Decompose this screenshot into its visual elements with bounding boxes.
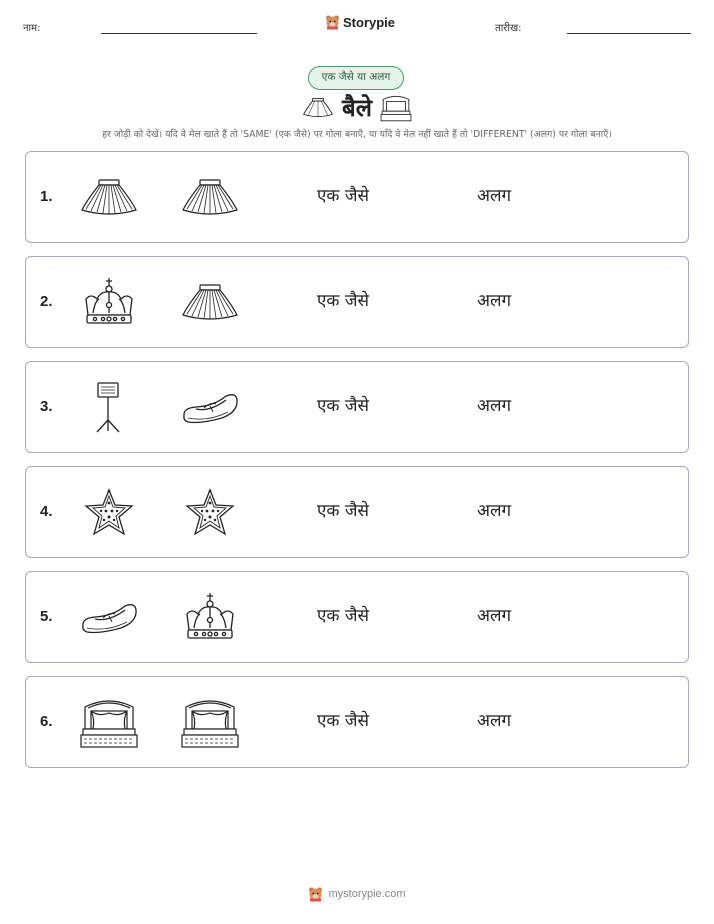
theater-stage-icon bbox=[180, 697, 240, 749]
question-number: 6. bbox=[40, 713, 53, 730]
ballet-shoe-icon bbox=[79, 592, 139, 644]
date-field[interactable] bbox=[567, 33, 691, 34]
question-card bbox=[25, 571, 689, 663]
question-card bbox=[25, 151, 689, 243]
question-number: 4. bbox=[40, 503, 53, 520]
ballet-shoe-icon bbox=[180, 382, 240, 434]
tutu-icon bbox=[79, 172, 139, 224]
page-title: बैले bbox=[342, 93, 372, 122]
page-header bbox=[0, 14, 714, 38]
different-option[interactable]: अलग bbox=[477, 501, 512, 521]
same-option[interactable]: एक जैसे bbox=[317, 396, 369, 416]
question-card bbox=[25, 676, 689, 768]
question-card bbox=[25, 361, 689, 453]
music-stand-icon bbox=[79, 382, 139, 434]
same-option[interactable]: एक जैसे bbox=[317, 501, 369, 521]
footer bbox=[0, 886, 714, 902]
footer-url[interactable]: mystorypie.com bbox=[328, 888, 406, 900]
question-number: 1. bbox=[40, 188, 53, 205]
question-card bbox=[25, 256, 689, 348]
tutu-icon bbox=[302, 94, 334, 122]
bear-icon bbox=[325, 14, 340, 30]
different-option[interactable]: अलग bbox=[477, 606, 512, 626]
crown-icon bbox=[79, 277, 139, 329]
question-number: 5. bbox=[40, 608, 53, 625]
same-option[interactable]: एक जैसे bbox=[317, 711, 369, 731]
name-field[interactable] bbox=[101, 33, 257, 34]
crown-icon bbox=[180, 592, 240, 644]
title-row bbox=[0, 91, 714, 124]
different-option[interactable]: अलग bbox=[477, 291, 512, 311]
question-card bbox=[25, 466, 689, 558]
star-icon bbox=[79, 487, 139, 539]
different-option[interactable]: अलग bbox=[477, 186, 512, 206]
date-label: तारीख: bbox=[495, 23, 522, 34]
brand-name: Storypie bbox=[343, 14, 396, 30]
same-option[interactable]: एक जैसे bbox=[317, 291, 369, 311]
different-option[interactable]: अलग bbox=[477, 711, 512, 731]
same-option[interactable]: एक जैसे bbox=[317, 606, 369, 626]
brand-logo bbox=[325, 14, 395, 30]
different-option[interactable]: अलग bbox=[477, 396, 512, 416]
bear-icon bbox=[308, 886, 323, 902]
star-icon bbox=[180, 487, 240, 539]
same-option[interactable]: एक जैसे bbox=[317, 186, 369, 206]
theater-stage-icon bbox=[380, 93, 412, 123]
name-label: नाम: bbox=[23, 23, 41, 34]
worksheet-type-badge: एक जैसे या अलग bbox=[308, 66, 404, 90]
tutu-icon bbox=[180, 172, 240, 224]
tutu-icon bbox=[180, 277, 240, 329]
theater-stage-icon bbox=[79, 697, 139, 749]
question-number: 3. bbox=[40, 398, 53, 415]
instructions: हर जोड़ी को देखें। यदि वे मेल खाते हैं तो 'SAME' (एक जैसे) पर गोला बनाएँ, या यदि वे मेल नहीं खाते हैं तो 'DIFFERENT' (अलग) पर गोला बनाएँ। bbox=[102, 129, 612, 140]
question-number: 2. bbox=[40, 293, 53, 310]
